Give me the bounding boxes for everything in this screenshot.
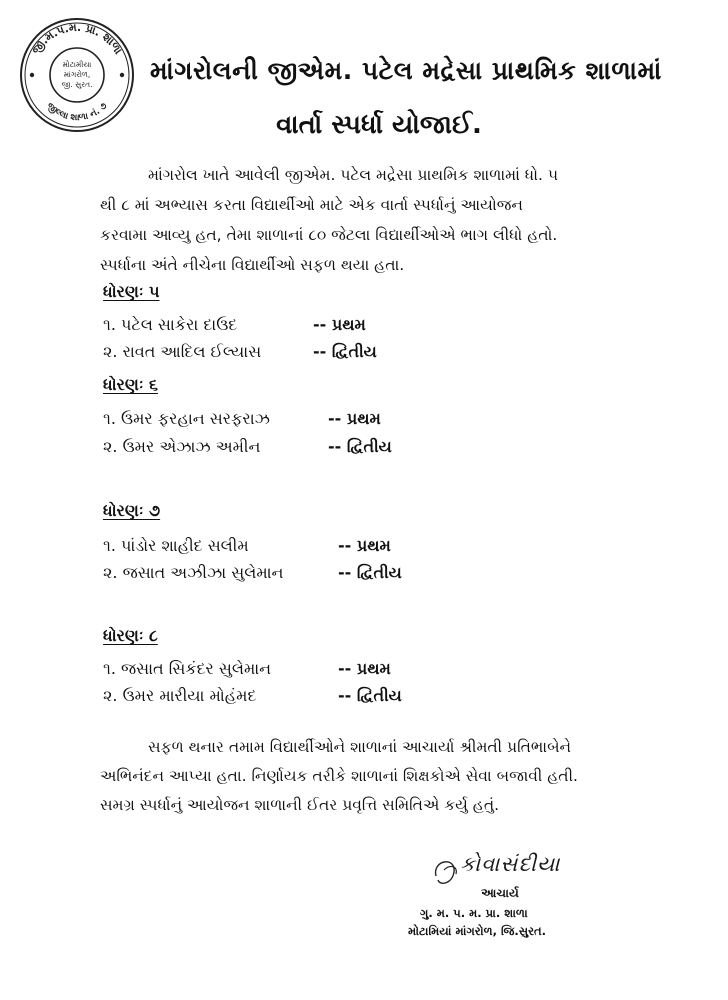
winner-rank: -- પ્રથમ: [338, 536, 391, 555]
winner-row: [103, 686, 423, 710]
winner-row: [103, 536, 423, 560]
page-title-line-1: માંગરોલની જીએમ. પટેલ મદ્રેસા પ્રાથમિક શાળામાં: [150, 56, 662, 85]
intro-line: થી ૮ માં અભ્યાસ કરતા વિદ્યાર્થીઓ માટે એક વાર્તા સ્પર્ધાનું આયોજન: [100, 196, 523, 214]
winner-rank: -- પ્રથમ: [338, 659, 391, 678]
winner-name: ૧. જસાત સિકંદર સુલેમાન: [103, 659, 272, 678]
winner-name: ૨. ઉમર મારીયા મોહંમદ: [103, 686, 257, 705]
winner-name: ૨. રાવત આદિલ ઈલ્યાસ: [103, 342, 262, 361]
winner-name: ૨. ઉમર એઝાઝ અમીન: [103, 437, 261, 456]
closing-line: સમગ્ર સ્પર્ધાનું આયોજન શાળાની ઈતર પ્રવૃત્તિ સમિતિએ કર્યુ હતું.: [100, 796, 500, 814]
standard-heading: ધોરણઃ ૮: [103, 626, 158, 645]
winner-row: [103, 342, 403, 366]
school-name: ગુ. મ. પ. મ. પ્રા. શાળા: [420, 906, 528, 920]
standard-heading: ધોરણઃ ૭: [103, 501, 161, 520]
winner-rank: -- દ્વિતીય: [328, 437, 392, 456]
winner-name: ૧. ઉમર ફરહાન સરફરાઝ: [103, 409, 270, 428]
school-address: મોટામિયાં માંગરોળ, જિ.સુરત.: [408, 924, 547, 938]
closing-line: સફળ થનાર તમામ વિદ્યાર્થીઓને શાળાનાં આચાર્યા શ્રીમતી પ્રતિભાબેને: [148, 738, 572, 756]
winner-name: ૧. પટેલ સાકેરા દાઉદ: [103, 315, 238, 334]
stamp-center-line-1: મોટામીયા: [62, 60, 92, 69]
winner-rank: -- દ્વિતીય: [338, 563, 402, 582]
closing-paragraph: [100, 733, 680, 820]
intro-paragraph: [100, 160, 680, 280]
winner-rank: -- દ્વિતીય: [338, 686, 402, 705]
winner-row: [103, 315, 403, 339]
intro-line: કરવામા આવ્યુ હત, તેમા શાળાનાં ૮૦ જેટલા વિદ્યાર્થીઓએ ભાગ લીધો હતો.: [100, 226, 558, 244]
signatory-title: આચાર્ય: [481, 886, 519, 900]
stamp-bottom-text: જીલ્લા શાળા નં. ૭: [44, 101, 110, 124]
standard-heading: ધોરણઃ ૬: [103, 375, 158, 394]
winner-name: ૨. જસાત અઝીઝા સુલેમાન: [103, 563, 284, 582]
stamp-center-line-3: જી. સુરત.: [61, 80, 93, 89]
winner-rank: -- દ્વિતીય: [313, 342, 377, 361]
winner-name: ૧. પાંડોર શાહીદ સલીમ: [103, 536, 249, 555]
winner-row: [103, 409, 413, 433]
intro-line: સ્પર્ધાના અંતે નીચેના વિદ્યાર્થીઓ સફળ થયા હતા.: [100, 256, 405, 274]
winner-row: [103, 659, 423, 683]
winner-row: [103, 563, 423, 587]
svg-text:જી.મ.પ.મ. પ્રા. શાળા: [29, 21, 125, 57]
winner-row: [103, 437, 413, 461]
standard-heading: ધોરણઃ ૫: [103, 282, 160, 301]
signature-name: કોવાસંદીયા: [460, 852, 561, 876]
winner-rank: -- પ્રથમ: [313, 315, 366, 334]
page-title-line-2: વાર્તા સ્પર્ધા યોજાઈ.: [276, 110, 482, 140]
intro-line: માંગરોલ ખાતે આવેલી જીએમ. પટેલ મદ્રેસા પ્રાથમિક શાળામાં ધો. ૫: [148, 166, 559, 184]
stamp-top-text: જી.મ.પ.મ. પ્રા. શાળા: [29, 20, 125, 57]
stamp-center-line-2: માંગરોળ,: [63, 70, 91, 79]
closing-line: અભિનંદન આપ્યા હતા. નિર્ણાયક તરીકે શાળાનાં શિક્ષકોએ સેવા બજાવી હતી.: [100, 767, 578, 785]
winner-rank: -- પ્રથમ: [328, 409, 381, 428]
